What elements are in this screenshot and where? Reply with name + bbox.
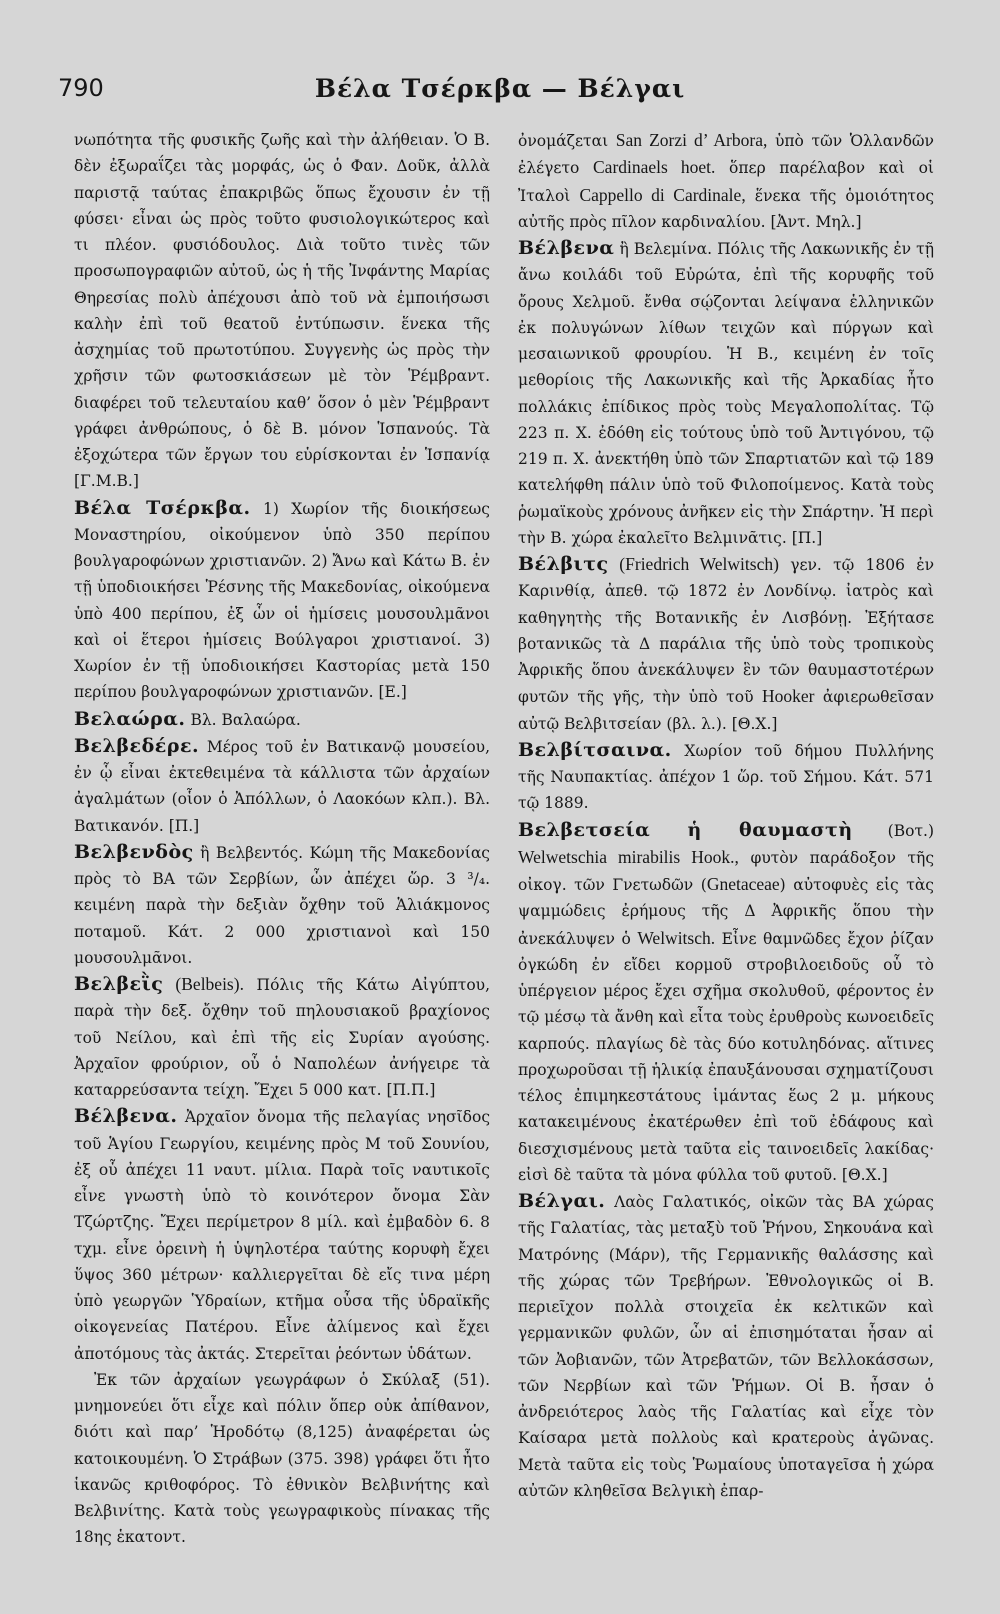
- entry-text: Λαὸς Γαλατικός, οἰκῶν τὰς ΒΑ χώρας τῆς Γαλατίας, τὰς μεταξὺ τοῦ Ῥήνου, Σηκουάνα καὶ Ματρόνης (Μάρν), τῆς Γερμανικῆς θαλάσσης καὶ τῆς χώρας τῶν Τρεβήρων. Ἐθνολογικῶς οἱ Β. περιεῖχον πολλὰ στοιχεῖα ἐκ κελτικῶν καὶ γερμανικῶν φυλῶν, ὧν αἱ ἐπισημόταται ἦσαν αἱ τῶν Ἀοβιανῶν, τῶν Ἀτρεβατῶν, τῶν Βελλοκάσσων, τῶν Νερβίων καὶ τῶν Ῥήμων. Οἱ Β. ἦσαν ὁ ἀνδρειότερος λαὸς τῆς Γαλατίας καὶ εἶχε τὸν Καίσαρα μετὰ πολλοὺς καὶ κρατεροὺς ἀγῶνας. Μετὰ ταῦτα εἰς τοὺς Ῥωμαίους ὑποταγεῖσα ἡ χώρα αὐτῶν κληθεῖσα Βελγικὴ ἐπαρ-: [518, 1193, 934, 1500]
- entry-continuation: [74, 127, 490, 495]
- latin-name: (Belbeis).: [163, 974, 244, 994]
- latin-name: Cappello di Cardinale,: [579, 184, 746, 205]
- headword: Βέλβενα: [518, 237, 615, 259]
- entry-belgae: [518, 1188, 934, 1504]
- entry-text: ) αὐτοφυὲς εἰς τὰς ψαμμώδεις ἐρήμους τῆς Δ Ἀφρικῆς ὅπου τὴν ἀνεκάλυψεν ὁ: [518, 876, 934, 948]
- right-column: [518, 127, 934, 1504]
- entry-text: (Βοτ.): [852, 821, 934, 840]
- latin-name: Welwitsch.: [637, 927, 716, 948]
- headword: Βελβενδὸς: [74, 840, 194, 863]
- running-head: [58, 74, 942, 114]
- entry-velvits: [518, 551, 934, 737]
- latin-name: San Zorzi d’ Arbora,: [615, 130, 768, 150]
- entry-velvendos: [74, 839, 490, 971]
- entry-text: ἕνεκα τῆς ὁμοιότητος αὐτῆς πρὸς πῖλον καρδιναλίου. [Ἀντ. Μηλ.]: [518, 186, 935, 231]
- entry-text: ἢ Βελεμίνα. Πόλις τῆς Λακωνικῆς ἐν τῇ ἄνω κοιλάδι τοῦ Εὐρώτα, ἐπὶ τῆς κορυφῆς τοῦ ὄρους Χελμοῦ. ἔνθα σῴζονται λείψανα ἑλληνικῶν ἐκ πολυγώνων λίθων τειχῶν καὶ πύργων καὶ μεσαιωνικοῦ φρουρίου. Ἡ Β., κειμένη ἐν τοῖς μεθορίοις τῆς Λακωνικῆς καὶ τῆς Ἀρκαδίας ἦτο πολλάκις ἐπίδικος πρὸς τοὺς Μεγαλοπολίτας. Τῷ 223 π. Χ. ἐδόθη εἰς τούτους ὑπὸ τοῦ Ἀντιγόνου, τῷ 219 π. Χ. ἀνεκτήθη ὑπὸ τῶν Σπαρτιατῶν καὶ τῷ 189 κατελήφθη πάλιν ὑπὸ τοῦ Φιλοποίμενος. Κατὰ τοὺς ῥωμαϊκοὺς χρόνους ἀνῆκεν εἰς τὴν Σπάρτην. Ἡ περὶ τὴν Β. χώρα ἐκαλεῖτο Βελμινᾶτις. [Π.]: [518, 240, 934, 547]
- latin-name: Cardinaels hoet.: [593, 157, 716, 178]
- headword: Βέλα Τσέρκβα.: [74, 496, 251, 519]
- entry-text: Μέρος τοῦ ἐν Βατικανῷ μουσείου, ἐν ᾧ εἶναι ἐκτεθειμένα τὰ κάλλιστα τῶν ἀρχαίων ἀγαλμάτων (οἷον ὁ Ἀπόλλων, ὁ Λαοκόων κλπ.). Βλ. Βατικανόν. [Π.]: [74, 737, 490, 835]
- entry-text: γεν. τῷ 1806 ἐν Καρινθίᾳ, ἀπεθ. τῷ 1872 ἐν Λονδίνῳ. ἰατρὸς καὶ καθηγητὴς τῆς Βοτανικῆς ἐν Λισβόνῃ. Ἐξήτασε βοτανικῶς τὰ Δ παράλια τῆς ὑπὸ τοὺς τροπικοὺς Ἀφρικῆς ὅπου ἀνεκάλυψεν ἓν τῶν θαυμαστοτέρων φυτῶν τῆς γῆς, τὴν ὑπὸ τοῦ: [518, 556, 934, 707]
- headword: Βελαώρα.: [74, 707, 186, 730]
- entry-text: ὀνομάζεται: [518, 132, 616, 150]
- entry-text: Βλ. Βαλαώρα.: [185, 710, 301, 729]
- left-column: [74, 127, 490, 1551]
- latin-name: Gnetaceae: [706, 874, 780, 894]
- headword: Βέλβιτς: [518, 553, 609, 575]
- entry-belvina-continued: [74, 1367, 490, 1551]
- entry-belvedere: [74, 733, 490, 839]
- entry-velvitsaina: [518, 737, 934, 817]
- latin-name: Welwetschia mirabilis Hook.,: [518, 846, 739, 867]
- headword: Βελβεῒς: [74, 973, 164, 995]
- latin-name: (Friedrich Welwitsch): [608, 554, 779, 574]
- entry-text: ἀφιερωθεῖσαν αὐτῷ Βελβιτσείαν (βλ. λ.). [Θ.Χ.]: [518, 688, 935, 733]
- entry-velvena: [518, 235, 934, 551]
- page-number: 790: [58, 74, 104, 102]
- entry-text: φυτὸν παράδοξον τῆς οἰκογ. τῶν Γνετωδῶν (: [518, 848, 935, 894]
- entry-continuation: [518, 127, 934, 235]
- entry-belvina: [74, 1103, 490, 1367]
- entry-text: 1) Χωρίον τῆς διοικήσεως Μοναστηρίου, οἰκούμενον ὑπὸ 350 περίπου βουλγαροφώνων χριστιανῶν. 2) Ἄνω καὶ Κάτω Β. ἐν τῇ ὑποδιοικήσει Ῥέσνης τῆς Μακεδονίας, οἰκούμενα ὑπὸ 400 περίπου, ἐξ ὧν οἱ ἡμίσεις μουσουλμᾶνοι καὶ οἱ ἕτεροι ἡμίσεις Βούλγαροι χριστιανοί. 3) Χωρίον ἐν τῇ ὑποδιοικήσει Καστορίας μετὰ 150 περίπου βουλγαροφώνων χριστιανῶν. [Ε.]: [74, 499, 490, 702]
- entry-text: Εἶνε θαμνῶδες ἔχον ῥίζαν ὀγκώδη ἐν εἴδει κορμοῦ στροβιλοειδοῦς οὗ τὸ ὑπέργειον μέρος ἔχει σχῆμα σκολυθοῦ, φέροντος ἐν τῷ μέσῳ τὰ ἄνθη καὶ εἶτα τοὺς ἐρυθροὺς κωνοειδεῖς καρπούς. πλαγίως δὲ τὰς δύο κοτυληδόνας. αἵτινες προχωροῦσαι τῇ ἡλικίᾳ ἐπαυξάνουσαι σχηματίζουσι τέλος ἐπιμηκεστάτους ἱμάντας ἕως 2 μ. μήκους κατακειμένους ἐκατέρωθεν ἐπὶ τοῦ ἐδάφους καὶ διεσχισμένους μετὰ ταῦτα εἰς ταινοειδεῖς λακίδας· εἰσὶ δὲ ταῦτα τὰ μόνα φύλλα τοῦ φυτοῦ. [Θ.Χ.]: [518, 929, 934, 1184]
- headword: Βέλβενα.: [74, 1105, 178, 1128]
- entry-text: νωπότητα τῆς φυσικῆς ζωῆς καὶ τὴν ἀλήθειαν. Ὁ Β. δὲν ἐξωραΐζει τὰς μορφάς, ὡς ὁ Φαν. Δοῦκ, ἀλλὰ παριστᾷ ταύτας ἐπακριβῶς ὅπως ἔχουσιν ἐν τῇ φύσει· εἶναι ὡς πρὸς τοῦτο φυσιολογικώτερος καὶ τι πλέον. φυσιόδουλος. Διὰ τοῦτο τινὲς τῶν προσωπογραφιῶν αὐτοῦ, ὡς ἡ τῆς Ἰνφάντης Μαρίας Θηρεσίας πολὺ ἀπέχουσι ἀπὸ τοῦ νὰ ἐμποιήσωσι καλὴν ἐπὶ τοῦ θεατοῦ ἐντύπωσιν. ἕνεκα τῆς ἀσχημίας τοῦ πρωτοτύπου. Συγγενὴς ὡς πρὸς τὴν χρῆσιν τῶν φωτοσκιάσεων μὲ τὸν Ῥέμβραντ. διαφέρει τοῦ τελευταίου καθ’ ὅσον ὁ μὲν Ῥέμβραντ γράφει ἀνθρώπους, ὁ δὲ Β. μόνον Ἱσπανούς. Τὰ ἐξοχώτερα τῶν ἔργων του εὑρίσκονται ἐν Ἱσπανίᾳ [Γ.Μ.Β.]: [74, 131, 490, 491]
- entry-text: ὑπὸ τῶν Ὁλλανδῶν ἐλέγετο: [518, 132, 934, 178]
- entry-text: Ἀρχαῖον ὄνομα τῆς πελαγίας νησῖδος τοῦ Ἁγίου Γεωργίου, κειμένης πρὸς Μ τοῦ Σουνίου, ἐξ οὗ ἀπέχει 11 ναυτ. μίλια. Παρὰ τοῖς ναυτικοῖς εἶνε γνωστὴ ὑπὸ τὸ κοινότερον ὄνομα Σὰν Τζώρτζης. Ἔχει περίμετρον 8 μίλ. καὶ ἐμβαδὸν 6. 8 τχμ. εἶνε ὀρεινὴ ἡ ὑψηλοτέρα ταύτης κορυφὴ ἔχει ὕψος 360 μέτρων· καλλιεργεῖται δὲ εἴς τινα μέρη ὑπὸ γεωργῶν Ὑδραίων, κτῆμα οὖσα τῆς ὑδραϊκῆς οἰκογενείας Πατέρου. Εἶνε ἀλίμενος καὶ ἔχει ἀποτόμους τὰς ἀκτάς. Στερεῖται ῥεόντων ὑδάτων.: [74, 1108, 490, 1363]
- page-title: Βέλα Τσέρκβα — Βέλγαι: [314, 74, 686, 103]
- headword: Βέλγαι.: [518, 1190, 606, 1212]
- headword: Βελβεδέρε.: [74, 734, 200, 757]
- entry-welwitschia: [518, 817, 934, 1189]
- entry-bela-tserkva: [74, 495, 490, 706]
- entry-text: Χωρίον τοῦ δήμου Πυλλήνης τῆς Ναυπακτίας. ἀπέχον 1 ὥρ. τοῦ Σήμου. Κάτ. 571 τῷ 1889.: [518, 741, 934, 813]
- latin-name: Hooker: [761, 686, 815, 707]
- entry-text: ἢ Βελβεντός. Κώμη τῆς Μακεδονίας πρὸς τὸ ΒΑ τῶν Σερβίων, ὧν ἀπέχει ὥρ. 3 ³/₄. κειμένη παρὰ τὴν δεξιὰν ὄχθην τοῦ Ἁλιάκμονος ποταμοῦ. Κάτ. 2 000 χριστιανοὶ καὶ 150 μουσουλμᾶνοι.: [74, 843, 490, 967]
- entry-belbeis: [74, 971, 490, 1103]
- headword: Βελβετσεία ἡ θαυμαστὴ: [518, 818, 853, 841]
- headword: Βελβίτσαινα.: [518, 738, 672, 761]
- entry-text: Πόλις τῆς Κάτω Αἰγύπτου, παρὰ τὴν δεξ. ὄχθην τοῦ πηλουσιακοῦ βραχίονος τοῦ Νείλου, καὶ ἐπὶ τῆς εἰς Συρίαν αγούσης. Ἀρχαῖον φρούριον, οὗ ὁ Ναπολέων ἀνήγειρε τὰ καταρρεύσαντα τείχη. Ἔχει 5 000 κατ. [Π.Π.]: [74, 976, 490, 1099]
- entry-text: ὅπερ παρέλαβον καὶ οἱ Ἰταλοὶ: [518, 159, 934, 205]
- entry-belaora: [74, 706, 490, 733]
- entry-text: Ἐκ τῶν ἀρχαίων γεωγράφων ὁ Σκύλαξ (51). μνημονεύει ὅτι εἶχε καὶ πόλιν ὅπερ οὐκ ἀπίθανον, διότι καὶ παρ’ Ἡροδότῳ (8,125) ἀναφέρεται ὡς κατοικουμένη. Ὁ Στράβων (375. 398) γράφει ὅτι ἦτο ἱκανῶς κριθοφόρος. Τὸ ἐθνικὸν Βελβινήτης καὶ Βελβινίτης. Κατὰ τοὺς γεωγραφικοὺς πίνακας τῆς 18ης ἑκατοντ.: [74, 1370, 490, 1547]
